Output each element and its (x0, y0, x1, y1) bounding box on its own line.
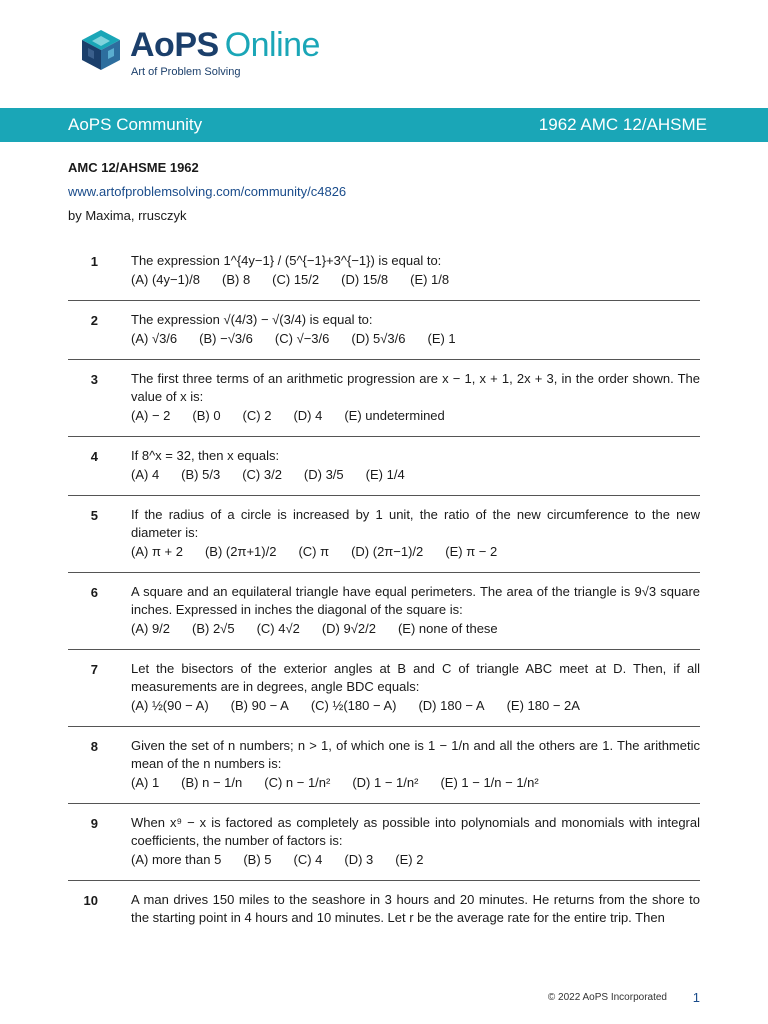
problem-item (68, 437, 700, 496)
answer-choice: (D) 1 − 1/n² (352, 775, 419, 790)
cube-logo-icon (80, 28, 122, 72)
problem-item (68, 573, 700, 650)
answer-choice: (D) 5√3/6 (351, 331, 406, 346)
problem-text: If 8^x = 32, then x equals: (131, 448, 280, 463)
problem-text: Given the set of n numbers; n > 1, of which one is 1 − 1/n and all the others are 1. The arithmetic mean of the n numbers is: (131, 738, 700, 771)
answer-choice: (A) √3/6 (131, 331, 178, 346)
answer-choice: (A) 9/2 (131, 621, 171, 636)
answer-choice: (D) 3/5 (303, 467, 344, 482)
problem-item (68, 360, 700, 437)
answer-choice: (C) n − 1/n² (264, 775, 331, 790)
answer-choice: (B) −√3/6 (199, 331, 253, 346)
problem-number: 5 (90, 508, 98, 523)
answer-choice: (C) √−3/6 (274, 331, 330, 346)
answer-choice: (C) 4√2 (256, 621, 300, 636)
answer-choice: (E) 180 − 2A (506, 698, 580, 713)
answer-choice: (C) 2 (242, 408, 272, 423)
logo-tagline: Art of Problem Solving (131, 66, 241, 78)
answer-choices (131, 619, 700, 639)
answer-choice: (E) 1/4 (365, 467, 405, 482)
answer-choice: (B) n − 1/n (181, 775, 243, 790)
answer-choice: (C) π (298, 544, 330, 559)
answer-choice: (C) 15/2 (272, 272, 320, 287)
problem-item (68, 242, 700, 301)
problem-text: The expression √(4/3) − √(3/4) is equal to: (131, 312, 373, 327)
answer-choice: (B) 2√5 (192, 621, 235, 636)
logo-brand: AoPS (130, 26, 219, 64)
page-footer (0, 992, 768, 1006)
document-meta (68, 156, 346, 228)
answer-choice: (E) undetermined (344, 408, 445, 423)
answer-choice: (B) 8 (222, 272, 251, 287)
answer-choice: (D) 15/8 (341, 272, 389, 287)
answer-choice: (A) (4y−1)/8 (131, 272, 200, 287)
answer-choices (131, 406, 700, 426)
problem-item (68, 804, 700, 881)
problem-item (68, 881, 700, 937)
problem-number: 1 (90, 254, 98, 269)
answer-choices (131, 465, 700, 485)
answer-choices (131, 773, 700, 793)
banner-community: AoPS Community (68, 115, 203, 134)
answer-choice: (E) π − 2 (445, 544, 498, 559)
page-number: 1 (692, 990, 700, 1005)
logo-online: Online (224, 26, 320, 64)
answer-choice: (B) (2π+1)/2 (204, 544, 277, 559)
copyright: © 2022 AoPS Incorporated (547, 992, 667, 1003)
problem-text: The expression 1^{4y−1} / (5^{−1}+3^{−1}) is equal to: (131, 253, 442, 268)
answer-choice: (D) (2π−1)/2 (351, 544, 424, 559)
answer-choice: (B) 0 (192, 408, 221, 423)
header-banner (0, 108, 768, 142)
answer-choices (131, 542, 700, 562)
answer-choice: (E) 2 (395, 852, 424, 867)
answer-choice: (A) 1 (131, 775, 160, 790)
problem-number: 7 (90, 662, 98, 677)
problem-item (68, 727, 700, 804)
answer-choice: (D) 180 − A (418, 698, 485, 713)
answer-choice: (C) 4 (293, 852, 323, 867)
answer-choice: (B) 5 (243, 852, 272, 867)
problem-number: 9 (90, 816, 98, 831)
answer-choices (131, 270, 700, 290)
problem-number: 4 (90, 449, 98, 464)
authors: by Maxima, rrusczyk (68, 208, 187, 223)
answer-choice: (E) 1/8 (410, 272, 450, 287)
answer-choices (131, 696, 700, 716)
problem-text: If the radius of a circle is increased by 1 unit, the ratio of the new circumference to the new diameter is: (131, 507, 700, 540)
problem-item (68, 301, 700, 360)
document-title: AMC 12/AHSME 1962 (68, 160, 199, 175)
problem-text: A square and an equilateral triangle have equal perimeters. The area of the triangle is 9√3 square inches. Expressed in inches the diagonal of the square is: (131, 584, 700, 617)
answer-choice: (D) 3 (344, 852, 374, 867)
answer-choice: (C) ½(180 − A) (310, 698, 397, 713)
problem-number: 3 (90, 372, 98, 387)
logo-wordmark (130, 26, 320, 65)
problem-text: A man drives 150 miles to the seashore in 3 hours and 20 minutes. He returns from the shore to the starting point in 4 hours and 10 minutes. Let r be the average rate for the entire trip. Then (131, 892, 700, 925)
answer-choice: (D) 4 (293, 408, 323, 423)
answer-choice: (B) 90 − A (230, 698, 289, 713)
problem-item (68, 650, 700, 727)
community-link[interactable]: www.artofproblemsolving.com/community/c4826 (68, 184, 347, 199)
answer-choice: (A) more than 5 (131, 852, 222, 867)
answer-choice: (A) ½(90 − A) (131, 698, 209, 713)
problem-number: 6 (90, 585, 98, 600)
answer-choice: (A) − 2 (131, 408, 171, 423)
problem-list (68, 242, 700, 937)
answer-choice: (E) 1 (427, 331, 456, 346)
answer-choice: (A) 4 (131, 467, 160, 482)
problem-number: 2 (90, 313, 98, 328)
banner-contest: 1962 AMC 12/AHSME (538, 115, 707, 134)
problem-number: 8 (90, 739, 98, 754)
problem-number: 10 (83, 893, 98, 908)
answer-choice: (E) none of these (397, 621, 498, 636)
problem-item (68, 496, 700, 573)
answer-choices (131, 850, 700, 870)
answer-choice: (E) 1 − 1/n − 1/n² (440, 775, 539, 790)
answer-choice: (C) 3/2 (242, 467, 282, 482)
answer-choice: (A) π + 2 (131, 544, 183, 559)
problem-text: When x⁹ − x is factored as completely as possible into polynomials and monomials with integral coefficients, the number of factors is: (131, 815, 700, 848)
problem-text: Let the bisectors of the exterior angles at B and C of triangle ABC meet at D. Then, if all measurements are in degrees, angle BDC equals: (131, 661, 700, 694)
answer-choice: (D) 9√2/2 (321, 621, 376, 636)
answer-choices (131, 329, 700, 349)
answer-choice: (B) 5/3 (181, 467, 221, 482)
problem-text: The first three terms of an arithmetic progression are x − 1, x + 1, 2x + 3, in the order shown. The value of x is: (131, 371, 700, 404)
